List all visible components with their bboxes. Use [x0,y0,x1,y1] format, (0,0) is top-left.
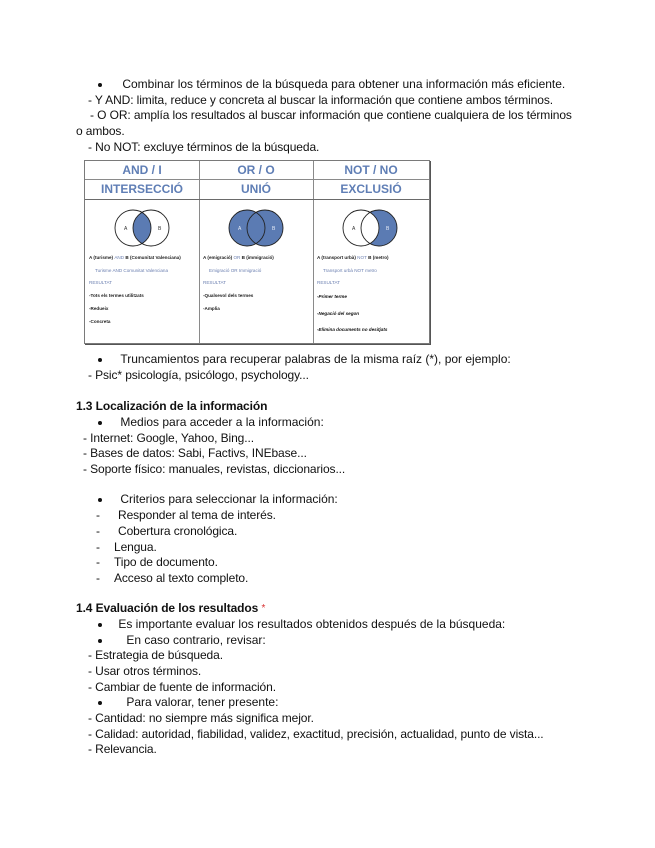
result-item: -Primer terme [317,294,347,299]
result-label: RESULTAT [203,280,226,285]
bullet-dot-icon [98,358,102,362]
column-subheader: INTERSECCIÓ [85,180,199,200]
heading-1-3: 1.3 Localización de la información [76,399,268,413]
or-line-2: o ambos. [76,124,125,138]
criteria-text: Acceso al texto completo. [114,571,249,585]
column-header: AND / I [85,161,199,180]
truncation-example: - Psic* psicología, psicólogo, psychology... [88,368,309,382]
bullet-assess [98,695,278,710]
revise-item: - Cambiar de fuente de información. [88,680,276,694]
result-item: -Amplia [203,306,220,311]
boolean-operators-figure [84,160,430,344]
result-item: -Concreta [89,319,111,324]
formula [203,255,274,261]
bullet-criteria [98,492,338,507]
not-line: - No NOT: excluye términos de la búsqueda. [88,140,320,154]
result-item: -Negació del segon [317,311,360,316]
bullet-dot-icon [98,421,102,425]
example: Emigració OR Immigració [209,268,262,273]
bullet-combine [98,77,565,92]
result-item: -Tots els termes utilitzats [89,293,144,298]
formula-term-a: A (emigració) [203,255,233,260]
formula-term-b: B (Comunitat Valenciana) [125,255,181,260]
bullet-text: Para valorar, tener presente: [126,695,279,709]
column-not [313,161,429,343]
dash: - [96,540,100,554]
formula-operator: OR [233,255,241,260]
result-item: -Redueix [89,306,109,311]
assess-item: - Relevancia. [88,742,157,756]
and-line: - Y AND: limita, reduce y concreta al buscar la información que contiene ambos términos. [88,93,553,107]
column-subheader: EXCLUSIÓ [313,180,429,200]
formula-term-a: A (turisme) [89,255,114,260]
revise-item: - Estrategia de búsqueda. [88,648,223,662]
criteria-text: Tipo de documento. [114,555,218,569]
column-and [85,161,200,343]
bullet-media [98,415,324,430]
or-line-1: - O OR: amplía los resultados al buscar información que contiene cualquiera de los términos [90,108,572,122]
bullet-text: Es importante evaluar los resultados obtenidos después de la búsqueda: [118,617,506,631]
criteria-text: Lengua. [114,540,157,554]
heading-1-4 [76,601,265,616]
heading-mark: * [261,603,266,614]
criteria-item [96,508,276,523]
formula-term-b: B (immigració) [241,255,274,260]
dash: - [96,508,100,522]
column-header: OR / O [199,161,313,180]
bullet-text: En caso contrario, revisar: [126,633,266,647]
bullet-dot-icon [98,498,102,502]
formula-term-a: A (transport urbà) [317,255,356,260]
bullet-revise [98,633,266,648]
media-item: - Bases de datos: Sabi, Factivs, INEbase... [83,446,307,460]
formula-operator: NOT [357,255,367,260]
bullet-evaluate [98,617,505,632]
criteria-text: Responder al tema de interés. [118,508,276,522]
result-label: RESULTAT [89,280,112,285]
criteria-item [96,524,238,539]
column-or [199,161,314,343]
assess-item: - Cantidad: no siempre más significa mejor. [88,711,314,725]
result-item: -Qualsevol dels termes [203,293,254,298]
bullet-dot-icon [98,83,102,87]
media-item: - Internet: Google, Yahoo, Bing... [83,431,254,445]
formula-operator: AND [114,255,125,260]
venn-label-b: B [386,226,390,232]
criteria-item [96,555,218,570]
venn-label-b: B [158,226,162,232]
column-header: NOT / NO [313,161,429,180]
venn-union-icon [199,205,313,251]
venn-label-a: A [352,226,356,232]
bullet-truncation [98,352,511,367]
bullet-dot-icon [98,701,102,705]
venn-label-a: A [238,226,242,232]
venn-label-b: B [272,226,276,232]
criteria-item [96,540,157,555]
bullet-text: Criterios para seleccionar la información: [120,492,338,506]
example: Turisme AND Comunitat Valenciana [95,268,169,273]
revise-item: - Usar otros términos. [88,664,202,678]
assess-item: - Calidad: autoridad, fiabilidad, validez, exactitud, precisión, actualidad, punto de vista... [88,727,544,741]
dash: - [96,524,100,538]
venn-intersection-icon [85,205,199,251]
dash: - [96,555,100,569]
bullet-dot-icon [98,623,102,627]
heading-text: 1.4 Evaluación de los resultados [76,601,259,615]
column-subheader: UNIÓ [199,180,313,200]
bullet-text: Truncamientos para recuperar palabras de la misma raíz (*), por ejemplo: [120,352,511,366]
formula-term-b: B (metro) [368,255,389,260]
dash: - [96,571,100,585]
formula [317,255,389,261]
bullet-text: Medios para acceder a la información: [120,415,324,429]
result-label: RESULTAT [317,280,340,285]
media-item: - Soporte físico: manuales, revistas, diccionarios... [83,462,346,476]
venn-exclusion-icon [313,205,429,251]
formula [89,255,181,261]
bullet-text: Combinar los términos de la búsqueda para obtener una información más eficiente. [122,77,566,91]
result-item: -Elimina documents no desitjats [317,327,388,332]
example: Transport urbà NOT metro [323,268,377,273]
venn-label-a: A [124,226,128,232]
bullet-dot-icon [98,639,102,643]
criteria-item [96,571,249,586]
criteria-text: Cobertura cronológica. [118,524,238,538]
